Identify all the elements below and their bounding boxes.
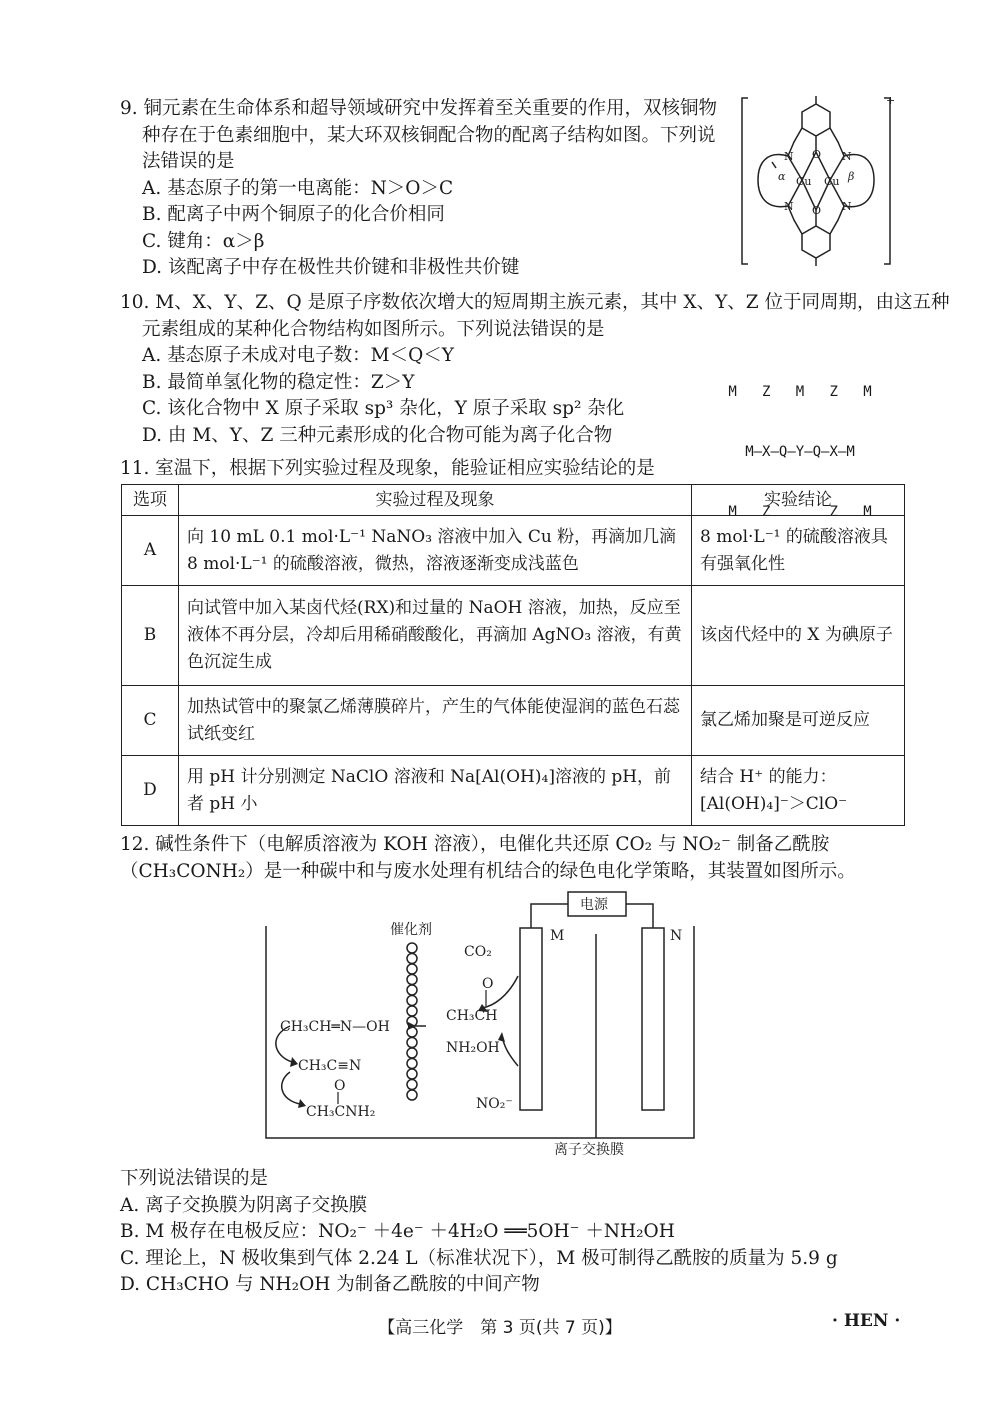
q12-stem-line1: 12. 碱性条件下（电解质溶液为 KOH 溶液），电催化共还原 CO₂ 与 NO₂⁻ 制备乙酰胺 [120,834,830,855]
q9-atom-o-top: O [812,148,822,161]
row-conclusion: 8 mol·L⁻¹ 的硫酸溶液具有强氧化性 [692,516,905,586]
table-header-conclusion: 实验结论 [692,485,905,516]
row-option: C [122,686,179,756]
catalyst-particle [407,1059,417,1069]
q12-oxime-label: CH₃CH═N—OH [280,1019,390,1035]
question-12 [120,832,856,885]
q12-carbonyl-o-top: O [482,976,494,992]
q10-stem-line2: 元素组成的某种化合物结构如图所示。下列说法错误的是 [142,318,605,340]
q10-option-c: C. 该化合物中 X 原子采取 sp³ 杂化，Y 原子采取 sp² 杂化 [142,398,625,419]
q12-electrode-m: M [550,928,565,944]
catalyst-particle [407,1069,417,1079]
q9-atom-n-tl: N [784,150,794,163]
q12-carbonyl-o-bottom: O [334,1078,346,1094]
q12-electrode-n: N [670,928,683,944]
table-header-option: 选项 [122,485,179,516]
q12-option-a: A. 离子交换膜为阴离子交换膜 [120,1194,368,1216]
q12-membrane-label: 离子交换膜 [554,1142,624,1158]
q9-atom-cu-right: Cu [824,175,840,188]
row-conclusion: 结合 H⁺ 的能力：[Al(OH)₄]⁻＞ClO⁻ [692,756,905,826]
q9-atom-n-br: N [842,200,852,213]
row-option: B [122,586,179,686]
q10-option-a: A. 基态原子未成对电子数：M＜Q＜Y [142,345,454,366]
q12-catalyst-label: 催化剂 [390,922,432,938]
table-row [122,516,905,586]
q9-stem-line2: 种存在于色素细胞中，某大环双核铜配合物的配离子结构如图。下列说 [142,124,716,146]
catalyst-particle [407,975,417,985]
q9-option-d: D. 该配离子中存在极性共价键和非极性共价键 [142,257,520,278]
row-process: 用 pH 计分别测定 NaClO 溶液和 Na[Al(OH)₄]溶液的 pH，前者 pH 小 [179,756,692,826]
q10-structure-bottom: M Z Z M [728,504,872,520]
catalyst-particle [407,964,417,974]
table-row [122,756,905,826]
catalyst-particle [407,1038,417,1048]
q9-stem-line3: 法错误的是 [142,151,235,172]
catalyst-particle [407,985,417,995]
catalyst-particle [407,1048,417,1058]
question-11 [120,456,655,483]
q12-option-d: D. CH₃CHO 与 NH₂OH 为制备乙酰胺的中间产物 [120,1274,540,1295]
q10-structure-middle: M—X—Q—Y—Q—X—M [745,444,855,460]
table-row [122,686,905,756]
q12-ask: 下列说法错误的是 [120,1168,269,1189]
question-9 [120,96,717,282]
q12-option-c: C. 理论上，N 极收集到气体 2.24 L（标准状况下），M 极可制得乙酰胺的质量为 5.9 g [120,1247,838,1269]
q9-atom-o-bottom: O [812,204,822,217]
q12-stem-line2: （CH₃CONH₂）是一种碳中和与废水处理有机结合的绿色电化学策略，其装置如图所示。 [120,860,856,882]
q12-nitrile-label: CH₃C≡N [298,1058,362,1074]
row-conclusion: 氯乙烯加聚是可逆反应 [692,686,905,756]
q12-option-b: B. M 极存在电极反应：NO₂⁻ ＋4e⁻ ＋4H₂O ══5OH⁻ ＋NH₂OH [120,1221,675,1242]
row-process: 加热试管中的聚氯乙烯薄膜碎片，产生的气体能使湿润的蓝色石蕊试纸变红 [179,686,692,756]
q9-stem-line1: 9. 铜元素在生命体系和超导领域研究中发挥着至关重要的作用，双核铜物 [120,98,718,119]
q12-acetamide-label: CH₃CNH₂ [306,1104,376,1120]
q10-option-b: B. 最简单氢化物的稳定性：Z＞Y [142,371,415,393]
q12-nitrite-label: NO₂⁻ [476,1096,513,1112]
q9-atom-n-tr: N [842,150,852,163]
table-header-process: 实验过程及现象 [179,485,692,516]
q9-option-c: C. 键角：α＞β [142,230,265,252]
row-process: 向 10 mL 0.1 mol·L⁻¹ NaNO₃ 溶液中加入 Cu 粉，再滴加几滴 8 mol·L⁻¹ 的硫酸溶液，微热，溶液逐渐变成浅蓝色 [179,516,692,586]
q9-atom-n-bl: N [784,200,794,213]
q12-acetaldehyde-label: CH₃CH [446,1008,498,1024]
q9-option-b: B. 配离子中两个铜原子的化合价相同 [142,204,445,225]
table-row [122,586,905,686]
catalyst-particle [407,1090,417,1100]
catalyst-particle [407,954,417,964]
q12-hydroxylamine-label: NH₂OH [446,1040,500,1056]
q9-option-a: A. 基态原子的第一电离能：N＞O＞C [142,177,454,199]
catalyst-particle [407,1080,417,1090]
q9-alpha-label: α [778,170,786,183]
catalyst-particle [407,1006,417,1016]
q12-power-label: 电源 [580,897,608,913]
q10-option-d: D. 由 M、Y、Z 三种元素形成的化合物可能为离子化合物 [142,424,613,446]
q9-beta-label: β [848,170,855,183]
q11-stem: 11. 室温下，根据下列实验过程及现象，能验证相应实验结论的是 [120,458,655,479]
q11-experiment-table [121,484,905,826]
q9-charge-label: + [886,94,896,107]
q9-copper-complex-figure [736,92,916,270]
table-header-row [122,485,905,516]
row-process: 向试管中加入某卤代烃(RX)和过量的 NaOH 溶液，加热，反应至液体不再分层，冷却后用稀硝酸酸化，再滴加 AgNO₃ 溶液，有黄色沉淀生成 [179,586,692,686]
footer-code: · HEN · [832,1311,901,1331]
row-option: D [122,756,179,826]
q9-atom-cu-left: Cu [796,175,812,188]
q12-co2-label: CO₂ [464,944,492,960]
page-footer: 【高三化学 第 3 页(共 7 页)】 [378,1318,622,1338]
catalyst-particle [407,996,417,1006]
row-option: A [122,516,179,586]
question-12-options [120,1166,838,1299]
q12-electrolysis-figure [250,886,710,1162]
q10-structure-top: M Z M Z M [728,384,872,400]
q10-stem-line1: 10. M、X、Y、Z、Q 是原子序数依次增大的短周期主族元素，其中 X、Y、Z 位于同周期，由这五种 [120,292,950,313]
catalyst-particle [407,943,417,953]
row-conclusion: 该卤代烃中的 X 为碘原子 [692,586,905,686]
